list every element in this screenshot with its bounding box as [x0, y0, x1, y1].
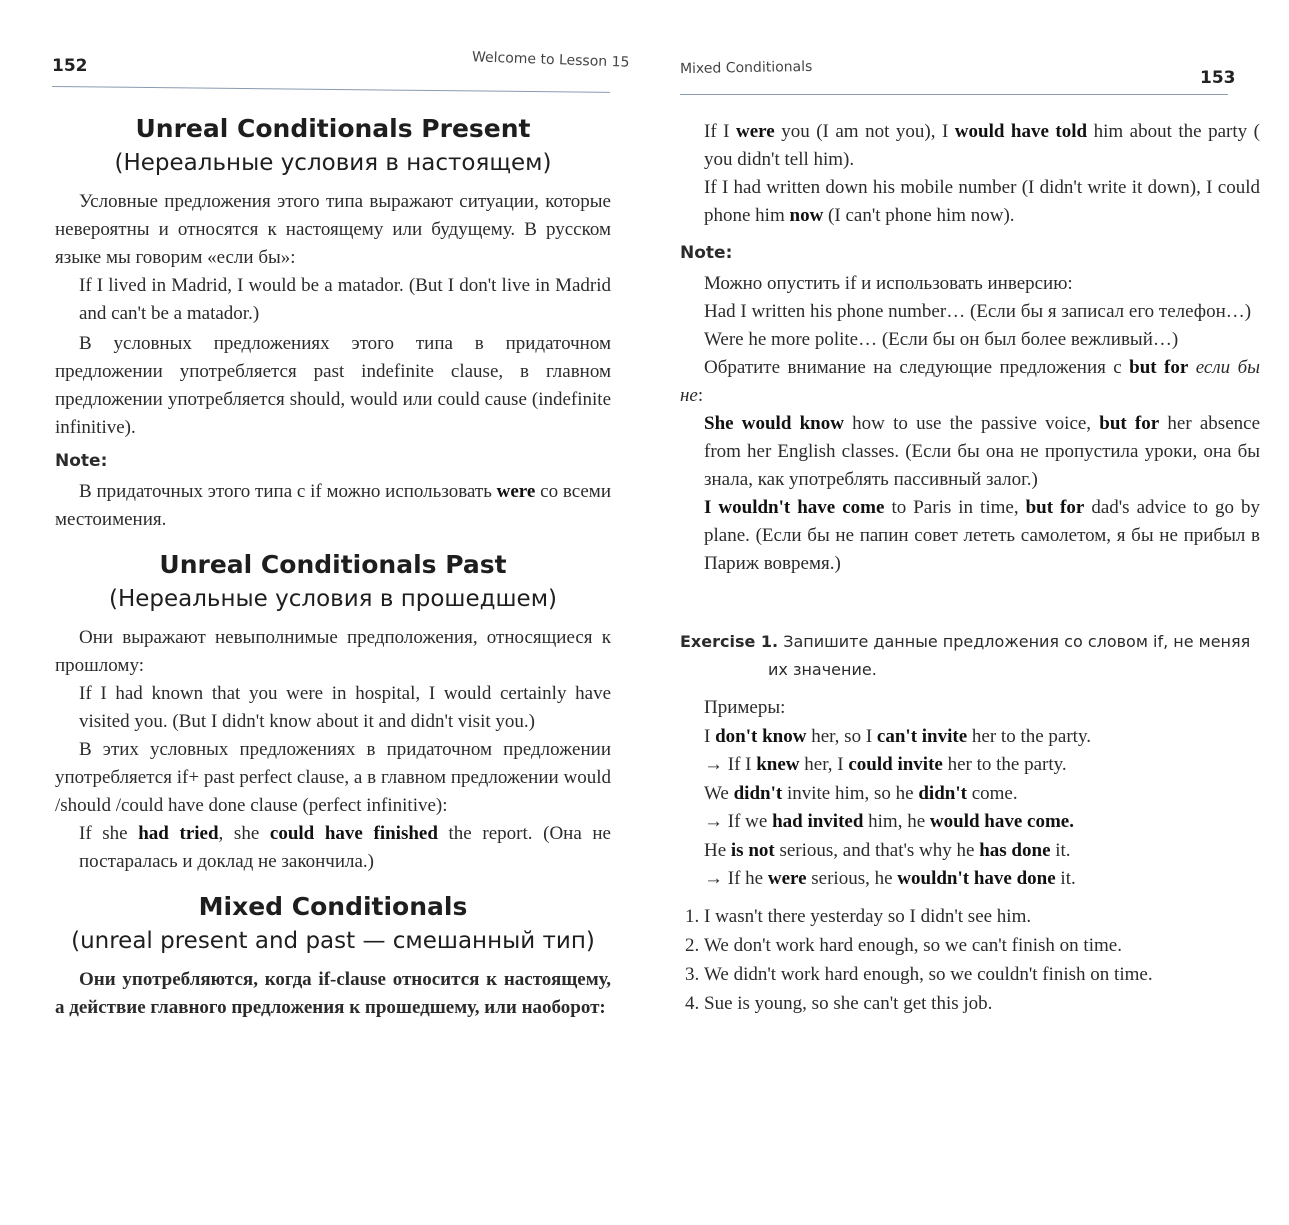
right-content	[680, 118, 1260, 1018]
task-list	[680, 902, 1260, 1018]
example-line: → If he were serious, he wouldn't have done it.	[704, 868, 1076, 889]
examples-block	[680, 694, 1260, 894]
exercise-label: Exercise 1.	[680, 632, 779, 651]
example-sentence: I wouldn't have come to Paris in time, but for dad's advice to go by plane. (Если бы не папин совет лететь самолетом, я бы не прибыл в Париж вовремя.)	[704, 497, 1260, 574]
section-title: Unreal Conditionals Present	[135, 114, 531, 143]
header-rule	[52, 86, 610, 93]
page-number: 153	[1200, 68, 1236, 88]
right-page	[650, 0, 1280, 1225]
example-sentence: If I had known that you were in hospital, I would certainly have visited you. (But I didn't know about it and didn't visit you.)	[79, 683, 611, 732]
paragraph: Условные предложения этого типа выражают ситуации, которые невероятны и относятся к настоящему или будущему. В русском языке мы говорим «если бы»:	[55, 191, 611, 268]
paragraph: Обратите внимание на следующие предложения с but for если бы не:	[680, 357, 1261, 406]
exercise-instruction-cont: их значение.	[768, 660, 877, 679]
paragraph: Они выражают невыполнимые предположения, относящиеся к прошлому:	[55, 627, 611, 676]
section-title: Unreal Conditionals Past	[159, 550, 507, 579]
paragraph: В этих условных предложениях в придаточном предложении употребляется if+ past perfect clause, а в главном предложении would /should /could have done clause (perfect infinitive):	[55, 739, 611, 816]
task-item: 2. We don't work hard enough, so we can't finish on time.	[704, 931, 1260, 960]
example-line: → If we had invited him, he would have come.	[704, 811, 1074, 832]
task-item: 4. Sue is young, so she can't get this job.	[704, 989, 1260, 1018]
paragraph: Они употребляются, когда if-clause относится к настоящему, а действие главного предложения к прошедшему, или наоборот:	[55, 969, 611, 1018]
note-label: Note:	[55, 451, 108, 471]
note-text: В придаточных этого типа с if можно использовать were со всеми местоимения.	[55, 481, 612, 530]
section-subtitle: (unreal present and past — смешанный тип)	[71, 928, 595, 954]
running-head: Welcome to Lesson 15	[471, 49, 630, 71]
exercise-heading	[680, 628, 1260, 684]
example-sentence: If I lived in Madrid, I would be a matador. (But I don't live in Madrid and can't be a matador.)	[79, 275, 611, 324]
page-number: 152	[52, 56, 88, 76]
example-line: He is not serious, and that's why he has done it.	[704, 839, 1071, 861]
task-item: 3. We didn't work hard enough, so we couldn't finish on time.	[704, 960, 1260, 989]
example-line: I don't know her, so I can't invite her to the party.	[704, 725, 1091, 747]
header-rule	[680, 94, 1228, 95]
section-subtitle: (Нереальные условия в прошедшем)	[108, 586, 558, 612]
example-line: We didn't invite him, so he didn't come.	[704, 782, 1018, 804]
example-sentence: If she had tried, she could have finished the report. (Она не постаралась и доклад не закончила.)	[79, 823, 611, 872]
running-head: Mixed Conditionals	[679, 58, 813, 78]
note-line: Можно опустить if и использовать инверсию:	[704, 273, 1073, 294]
examples-label: Примеры:	[704, 697, 786, 718]
section-title: Mixed Conditionals	[198, 892, 468, 921]
note-label: Note:	[680, 243, 733, 263]
exercise-instruction: Запишите данные предложения со словом if, не меняя	[778, 632, 1251, 651]
section-subtitle: (Нереальные условия в настоящем)	[114, 150, 552, 176]
example-sentence: If I had written down his mobile number (I didn't write it down), I could phone him now (I can't phone him now).	[704, 177, 1260, 226]
example-sentence: She would know how to use the passive voice, but for her absence from her English classes. (Если бы она не пропустила уроки, она бы знала, как употреблять пассивный залог.)	[704, 413, 1260, 490]
note-line: Had I written his phone number… (Если бы я записал его телефон…)	[704, 301, 1252, 322]
example-line: → If I knew her, I could invite her to the party.	[704, 754, 1067, 775]
left-content	[55, 112, 611, 1022]
left-page	[0, 0, 640, 1225]
task-item: 1. I wasn't there yesterday so I didn't see him.	[704, 902, 1260, 931]
example-sentence: If I were you (I am not you), I would have told him about the party ( you didn't tell him).	[704, 121, 1260, 170]
note-line: Were he more polite… (Если бы он был более вежливый…)	[704, 329, 1179, 350]
paragraph: В условных предложениях этого типа в придаточном предложении употребляется past indefinite clause, в главном предложении употребляется should, would или could cause (indefinite infinitive).	[55, 333, 611, 438]
